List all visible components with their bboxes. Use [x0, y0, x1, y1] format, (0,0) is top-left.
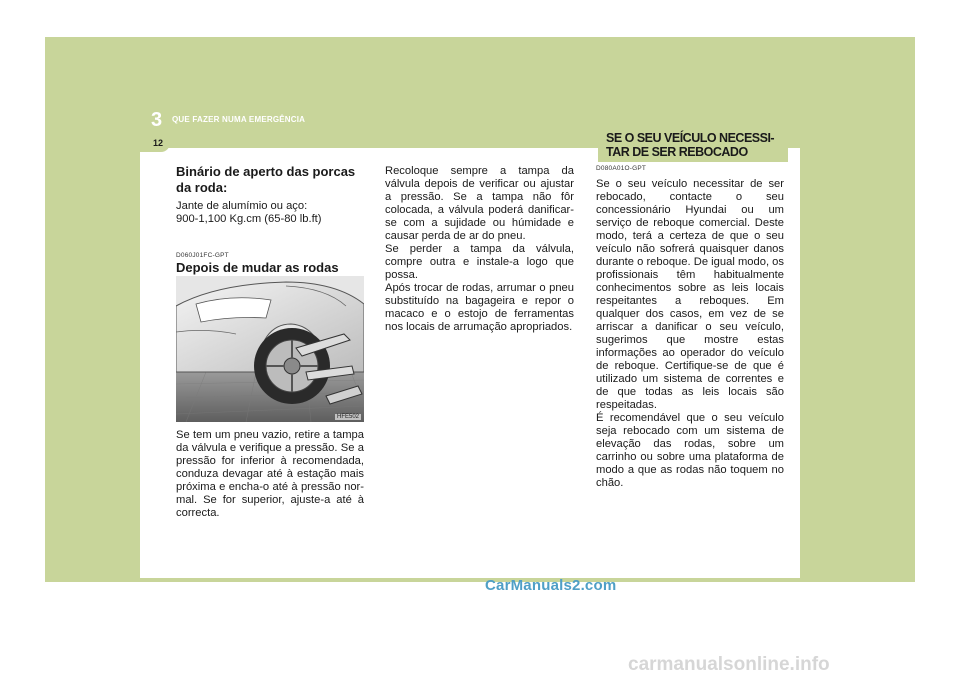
- left-column-paragraph-block: [176, 429, 364, 520]
- towing-paragraph: Se o seu veículo necessitar de ser rebocado, contacte o seu concessionário Hyundai ou um serviço de reboque comercial. Deste modo, terá a certeza de que o seu veículo não sofrerá quaisquer danos durante o reboque. De igual modo, os profissionais têm habitualmente conhecimentos sobre as leis locais respeitantes a reboques. Em qualquer dos casos, em vez de se arriscar a danificar o seu veículo, sugerimos que mostre estas informações ao operador do veículo de reboque. Certifique-se de que é utilizado um sistema de correntes e de que todas as leis locais são respeitadas.: [596, 178, 784, 411]
- torque-value: 900-1,100 Kg.cm (65-80 lb.ft): [176, 213, 322, 225]
- carmanuals-watermark[interactable]: CarManuals2.com: [485, 577, 617, 594]
- section-heading: Depois de mudar as rodas: [176, 260, 339, 275]
- car-wheel-figure: [176, 276, 364, 422]
- chapter-title: QUE FAZER NUMA EMERGÊNCIA: [172, 115, 306, 124]
- page-number: 12: [153, 138, 164, 148]
- valve-cap-paragraph: Recoloque sempre a tampa da válvula depois de verificar ou ajustar a pressão. Se a tampa não fôr colocada, a válvula poderá danificar-se com a sujidade ou húmidade e causar perda de ar do pneu.: [385, 165, 574, 242]
- towing-recommendation-paragraph: É recomendável que o seu veículo seja rebocado com um sistema de elevação das rodas, sobre um carrinho ou sobre uma plataforma de modo a que as rodas não toquem no chão.: [596, 412, 784, 489]
- section-code: D060J01FC-GPT: [176, 252, 229, 259]
- carmanualsonline-watermark[interactable]: carmanualsonline.info: [628, 654, 830, 675]
- left-column: [176, 164, 364, 276]
- right-column: [596, 165, 784, 490]
- lost-cap-paragraph: Se perder a tampa da válvula, compre outra e instale-a logo que possa.: [385, 243, 574, 281]
- storage-paragraph: Após trocar de rodas, arrumar o pneu substituído na bagageira e repor o macaco e o estojo de ferramentas nos locais de arrumação apropriados.: [385, 282, 574, 333]
- section-title: SE O SEU VEÍCULO NECESSI- TAR DE SER REBOCADO: [606, 131, 775, 159]
- chapter-number: 3: [151, 109, 163, 131]
- section-code: D080A01O-GPT: [596, 165, 647, 172]
- figure-label: HFE502: [336, 414, 359, 420]
- torque-heading: Binário de aperto das porcas da roda:: [176, 164, 356, 195]
- after-change-paragraph: Se tem um pneu vazio, retire a tampa da válvula e verifique a pressão. Se a pressão for inferior à recomendada, conduza devagar até à estação mais próxima e encha-o até à pressão nor- mal. Se for superior, ajuste-a até à correcta.: [176, 429, 364, 519]
- middle-column: [385, 165, 574, 334]
- car-wheel-illustration-icon: [176, 276, 364, 422]
- torque-label: Jante de alumímio ou aço:: [176, 200, 308, 212]
